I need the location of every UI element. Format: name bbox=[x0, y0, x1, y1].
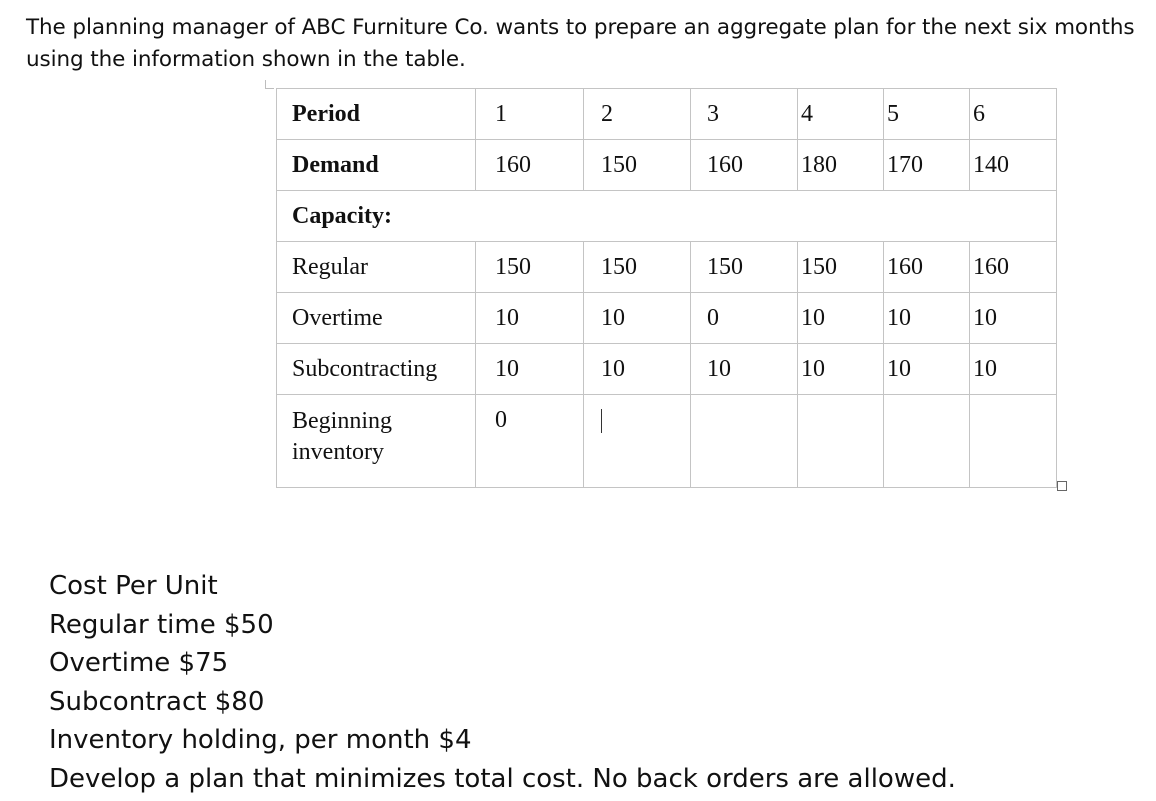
instruction-text: Develop a plan that minimizes total cost. No back orders are allowed. bbox=[49, 763, 956, 794]
regular-cell: 150 bbox=[798, 242, 884, 293]
cost-holding: Inventory holding, per month $4 bbox=[49, 725, 472, 755]
period-cell: 5 bbox=[884, 89, 970, 140]
period-cell: 6 bbox=[970, 89, 1057, 140]
beginning-inventory-row bbox=[277, 395, 1057, 488]
capacity-row bbox=[277, 191, 1057, 242]
period-cell: 3 bbox=[691, 89, 798, 140]
demand-cell: 170 bbox=[884, 140, 970, 191]
period-cell: 1 bbox=[476, 89, 584, 140]
period-cell: 2 bbox=[584, 89, 691, 140]
beginning-inventory-cell bbox=[798, 395, 884, 488]
demand-cell: 140 bbox=[970, 140, 1057, 191]
cost-overtime: Overtime $75 bbox=[49, 648, 229, 678]
subcontracting-cell: 10 bbox=[584, 344, 691, 395]
subcontracting-cell: 10 bbox=[970, 344, 1057, 395]
overtime-cell: 10 bbox=[884, 293, 970, 344]
subcontracting-cell: 10 bbox=[798, 344, 884, 395]
demand-cell: 160 bbox=[691, 140, 798, 191]
subcontracting-cell: 10 bbox=[691, 344, 798, 395]
cost-section bbox=[49, 567, 956, 798]
regular-label: Regular bbox=[277, 242, 476, 293]
period-label: Period bbox=[277, 89, 476, 140]
subcontracting-row bbox=[277, 344, 1057, 395]
problem-intro: The planning manager of ABC Furniture Co. wants to prepare an aggregate plan for the next six months using the information shown in the table. bbox=[26, 15, 1135, 72]
cost-regular: Regular time $50 bbox=[49, 609, 274, 640]
period-cell: 4 bbox=[798, 89, 884, 140]
overtime-cell: 10 bbox=[970, 293, 1057, 344]
regular-cell: 150 bbox=[691, 242, 798, 293]
table-anchor-icon bbox=[265, 80, 274, 89]
beginning-inventory-label: Beginning inventory bbox=[277, 395, 476, 488]
regular-row bbox=[277, 242, 1057, 293]
capacity-label: Capacity: bbox=[277, 191, 1057, 242]
overtime-label: Overtime bbox=[277, 293, 476, 344]
regular-cell: 150 bbox=[476, 242, 584, 293]
text-caret-icon bbox=[601, 409, 602, 433]
beginning-inventory-cell bbox=[970, 395, 1057, 488]
table-resize-handle-icon[interactable] bbox=[1057, 481, 1067, 491]
subcontracting-cell: 10 bbox=[884, 344, 970, 395]
regular-cell: 160 bbox=[970, 242, 1057, 293]
aggregate-plan-table bbox=[276, 88, 1057, 488]
subcontracting-label: Subcontracting bbox=[277, 344, 476, 395]
beginning-inventory-cell bbox=[691, 395, 798, 488]
subcontracting-cell: 10 bbox=[476, 344, 584, 395]
demand-cell: 160 bbox=[476, 140, 584, 191]
demand-row bbox=[277, 140, 1057, 191]
overtime-row bbox=[277, 293, 1057, 344]
beginning-inventory-cell bbox=[884, 395, 970, 488]
regular-cell: 150 bbox=[584, 242, 691, 293]
cost-subcontract: Subcontract $80 bbox=[49, 686, 265, 717]
demand-cell: 150 bbox=[584, 140, 691, 191]
period-row bbox=[277, 89, 1057, 140]
overtime-cell: 10 bbox=[476, 293, 584, 344]
demand-label: Demand bbox=[277, 140, 476, 191]
overtime-cell: 10 bbox=[584, 293, 691, 344]
demand-cell: 180 bbox=[798, 140, 884, 191]
overtime-cell: 0 bbox=[691, 293, 798, 344]
overtime-cell: 10 bbox=[798, 293, 884, 344]
cost-heading: Cost Per Unit bbox=[49, 571, 218, 601]
beginning-inventory-cell-editing[interactable] bbox=[584, 395, 691, 488]
regular-cell: 160 bbox=[884, 242, 970, 293]
beginning-inventory-cell: 0 bbox=[476, 395, 584, 488]
